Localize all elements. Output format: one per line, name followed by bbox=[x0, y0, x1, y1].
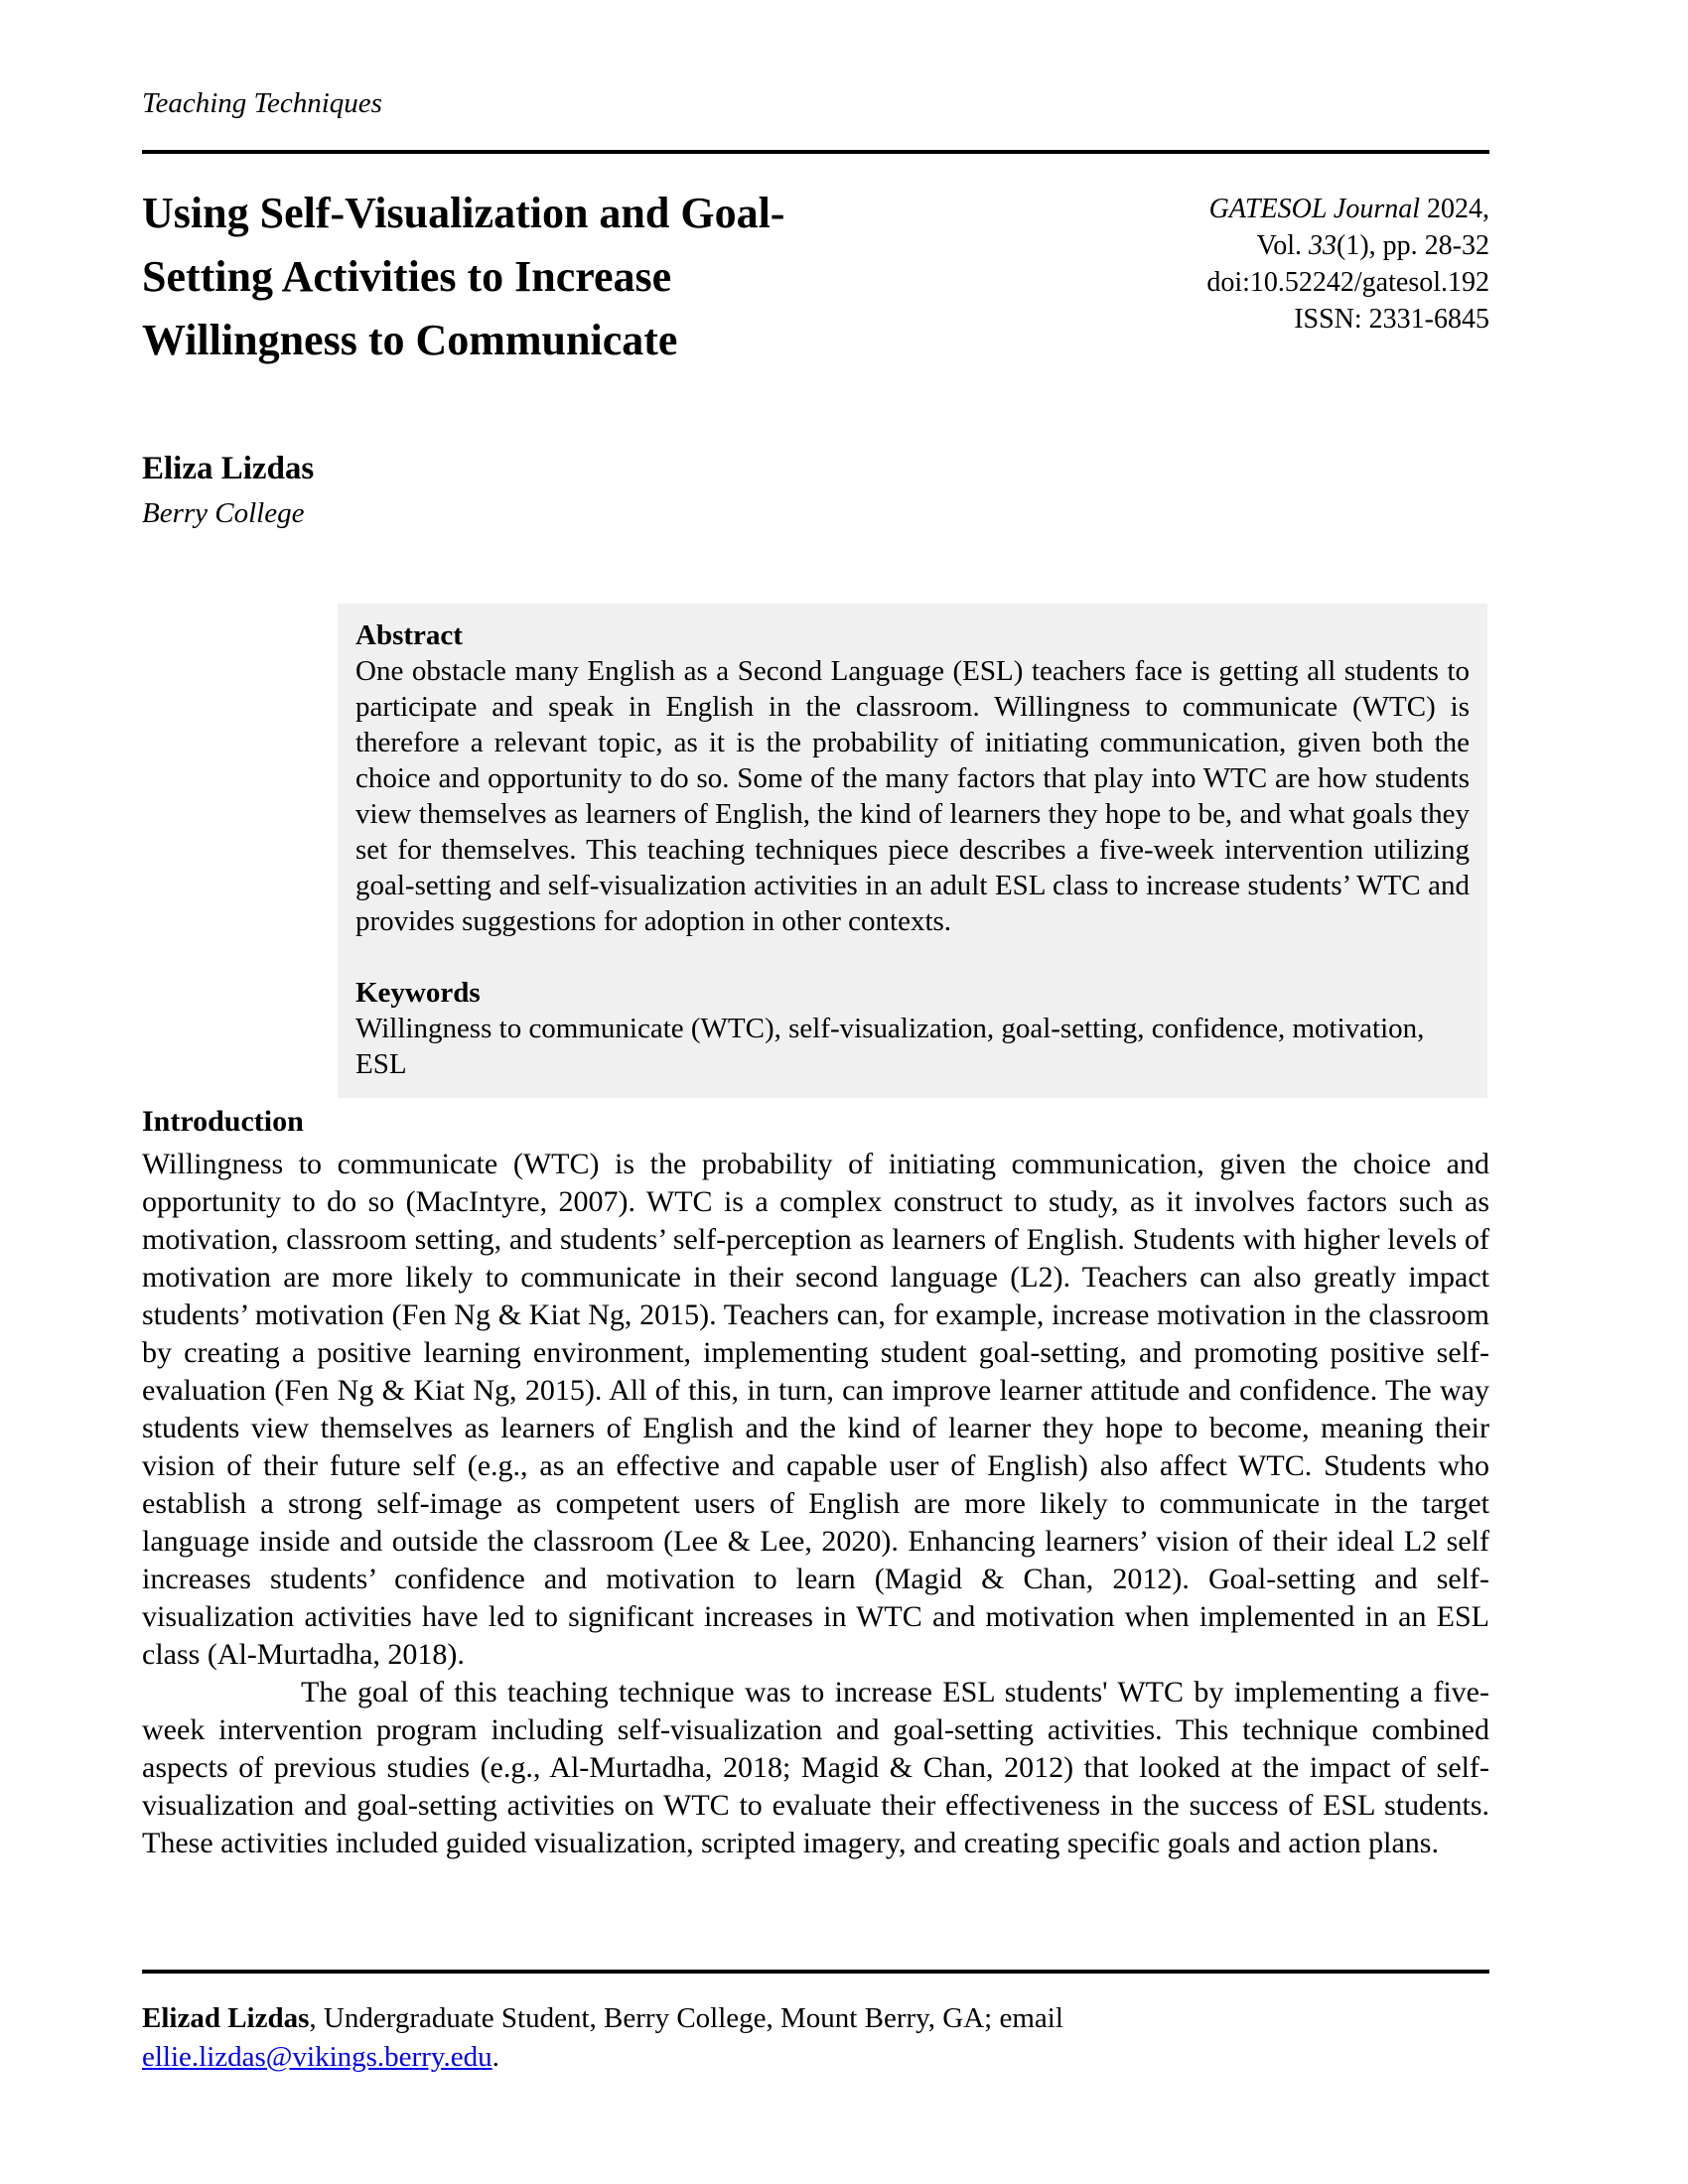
journal-year: 2024, bbox=[1420, 194, 1489, 224]
author-block bbox=[142, 449, 314, 532]
running-head: Teaching Techniques bbox=[142, 87, 382, 119]
keywords-heading: Keywords bbox=[355, 977, 481, 1009]
article-title-line-1: Using Self-Visualization and Goal- bbox=[142, 189, 785, 237]
article-title bbox=[142, 182, 996, 372]
volume-prefix: Vol. bbox=[1256, 230, 1310, 261]
keywords-text: Willingness to communicate (WTC), self-visualization, goal-setting, confidence, motivation, ESL bbox=[355, 1013, 1425, 1080]
article-title-line-2: Setting Activities to Increase bbox=[142, 252, 672, 301]
introduction-paragraph-2: The goal of this teaching technique was to increase ESL students' WTC by implementing a five-week intervention program including self-visualization and goal-setting activities. This technique combined aspects of previous studies (e.g., Al-Murtadha, 2018; Magid & Chan, 2012) that looked at the impact of self-visualization and goal-setting activities on WTC to evaluate their effectiveness in the success of ESL students. These activities included guided visualization, scripted imagery, and creating specific goals and action plans. bbox=[142, 1676, 1489, 1859]
author-affiliation: Berry College bbox=[142, 497, 305, 529]
article-title-line-3: Willingness to Communicate bbox=[142, 316, 678, 364]
header-divider-rule bbox=[142, 150, 1489, 154]
abstract-heading: Abstract bbox=[355, 619, 463, 651]
introduction-paragraph-1: Willingness to communicate (WTC) is the probability of initiating communication, given the choice and opportunity to do so (MacIntyre, 2007). WTC is a complex construct to study, as it involves factors such as motivation, classroom setting, and students’ self-perception as learners of English. Students with higher levels of motivation are more likely to communicate in their second language (L2). Teachers can also greatly impact students’ motivation (Fen Ng & Kiat Ng, 2015). Teachers can, for example, increase motivation in the classroom by creating a positive learning environment, implementing student goal-setting, and promoting positive self-evaluation (Fen Ng & Kiat Ng, 2015). All of this, in turn, can improve learner attitude and confidence. The way students view themselves as learners of English and the kind of learner they hope to become, meaning their vision of their future self (e.g., as an effective and capable user of English) also affect WTC. Students who establish a strong self-image as competent users of English are more likely to communicate in the target language inside and outside the classroom (Lee & Lee, 2020). Enhancing learners’ vision of their ideal L2 self increases students’ confidence and motivation to learn (Magid & Chan, 2012). Goal-setting and self-visualization activities have led to significant increases in WTC and motivation when implemented in an ESL class (Al-Murtadha, 2018). bbox=[142, 1148, 1489, 1671]
footnote-author-name: Elizad Lizdas bbox=[142, 2002, 310, 2034]
volume-number: 33 bbox=[1309, 230, 1337, 261]
citation-block bbox=[1206, 191, 1489, 338]
journal-name: GATESOL Journal bbox=[1208, 194, 1420, 224]
footnote-affiliation: , Undergraduate Student, Berry College, Mount Berry, GA; email bbox=[309, 2002, 1063, 2034]
article-body bbox=[142, 1102, 1489, 1862]
abstract-text: One obstacle many English as a Second Language (ESL) teachers face is getting all students to participate and speak in English in the classroom. Willingness to communicate (WTC) is therefore a relevant topic, as it is the probability of initiating communication, given both the choice and opportunity to do so. Some of the many factors that play into WTC are how students view themselves as learners of English, the kind of learners they hope to be, and what goals they set for themselves. This teaching techniques piece describes a five-week intervention utilizing goal-setting and self-visualization activities in an adult ESL class to increase students’ WTC and provides suggestions for adoption in other contexts. bbox=[355, 655, 1470, 937]
citation-issn: ISSN: 2331-6845 bbox=[1294, 304, 1489, 335]
citation-doi: doi:10.52242/gatesol.192 bbox=[1206, 267, 1489, 298]
volume-suffix: (1), pp. 28-32 bbox=[1336, 230, 1489, 261]
footnote-period: . bbox=[492, 2041, 499, 2073]
citation-journal-line bbox=[1206, 191, 1489, 227]
abstract-box bbox=[338, 604, 1487, 1098]
email-link[interactable]: ellie.lizdas@vikings.berry.edu bbox=[142, 2041, 492, 2073]
author-name: Eliza Lizdas bbox=[142, 451, 315, 486]
introduction-heading: Introduction bbox=[142, 1105, 304, 1138]
footnote-divider-rule bbox=[142, 1970, 1489, 1974]
citation-volume-line bbox=[1206, 227, 1489, 264]
author-footnote bbox=[142, 1999, 1489, 2077]
